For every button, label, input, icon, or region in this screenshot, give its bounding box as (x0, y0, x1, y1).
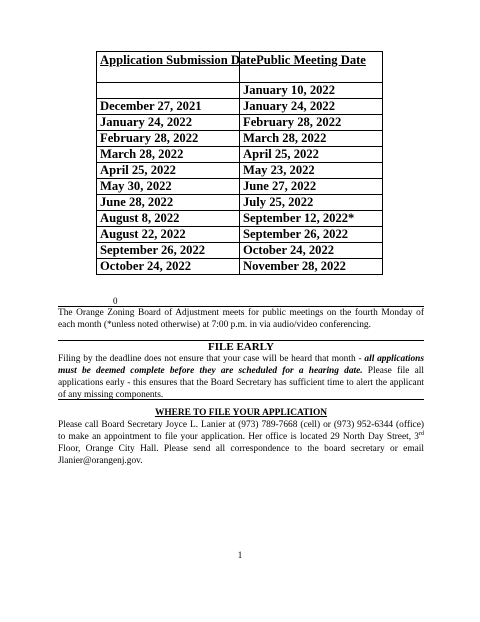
where-to-file-text-after: Floor, Orange City Hall. Please send all correspondence to the board secretary or email Jlanier@orangenj.gov. (58, 444, 424, 466)
schedule-row (97, 163, 383, 179)
schedule-row (97, 147, 383, 163)
meeting-date-cell: January 24, 2022 (240, 99, 383, 115)
stray-mark: 0 (113, 296, 118, 306)
meeting-date-cell: February 28, 2022 (240, 115, 383, 131)
meeting-date-cell: May 23, 2022 (240, 163, 383, 179)
meeting-date-cell: June 27, 2022 (240, 179, 383, 195)
where-to-file-heading: WHERE TO FILE YOUR APPLICATION (154, 408, 328, 418)
file-early-emphasis: all applications must be deemed complete before they are scheduled for a hearing date. (58, 354, 424, 376)
submission-date-cell: February 28, 2022 (97, 131, 240, 147)
schedule-row (97, 115, 383, 131)
schedule-row (97, 131, 383, 147)
page-number: 1 (237, 550, 243, 560)
schedule-body (97, 83, 383, 275)
schedule-row (97, 211, 383, 227)
schedule-header-row (97, 52, 383, 83)
schedule-row (97, 83, 383, 99)
header-meeting-date: Public Meeting Date (240, 52, 383, 83)
file-early-heading: FILE EARLY (208, 341, 274, 353)
meeting-date-cell: September 26, 2022 (240, 227, 383, 243)
submission-date-cell: December 27, 2021 (97, 99, 240, 115)
where-to-file-text (58, 419, 424, 467)
file-early-text-before: Filing by the deadline does not ensure that your case will be heard that month - (58, 354, 365, 364)
header-submission-date: Application Submission Date (97, 52, 240, 83)
submission-date-cell: October 24, 2022 (97, 259, 240, 275)
submission-date-cell: April 25, 2022 (97, 163, 240, 179)
submission-date-cell (97, 83, 240, 99)
file-early-text (58, 353, 424, 401)
schedule-row (97, 227, 383, 243)
schedule-row (97, 195, 383, 211)
meeting-date-cell: September 12, 2022* (240, 211, 383, 227)
meeting-note: The Orange Zoning Board of Adjustment meets for public meetings on the fourth Monday of each month (*unless noted otherwise) at 7:00 p.m. in via audio/video conferencing. (58, 308, 424, 330)
submission-date-cell: June 28, 2022 (97, 195, 240, 211)
submission-date-cell: January 24, 2022 (97, 115, 240, 131)
submission-date-cell: May 30, 2022 (97, 179, 240, 195)
meeting-date-cell: March 28, 2022 (240, 131, 383, 147)
meeting-date-cell: January 10, 2022 (240, 83, 383, 99)
submission-date-cell: March 28, 2022 (97, 147, 240, 163)
divider-line (58, 399, 424, 400)
schedule-row (97, 99, 383, 115)
meeting-date-cell: November 28, 2022 (240, 259, 383, 275)
schedule-table (96, 51, 383, 275)
meeting-date-cell: July 25, 2022 (240, 195, 383, 211)
file-early-text-after: Please file all applications early - this ensures that the Board Secretary has sufficient time to alert the applicant of any missing components. (58, 366, 424, 400)
schedule-row (97, 179, 383, 195)
meeting-date-cell: April 25, 2022 (240, 147, 383, 163)
submission-date-cell: August 8, 2022 (97, 211, 240, 227)
where-to-file-text-before: Please call Board Secretary Joyce L. Lanier at (973) 789-7668 (cell) or (973) 952-6344 (office) to make an appointment to file your application. Her office is located 29 North Day Street, 3 (58, 420, 424, 442)
submission-date-cell: August 22, 2022 (97, 227, 240, 243)
submission-date-cell: September 26, 2022 (97, 243, 240, 259)
schedule-row (97, 243, 383, 259)
schedule-row (97, 259, 383, 275)
ordinal-suffix: rd (419, 430, 424, 437)
meeting-date-cell: October 24, 2022 (240, 243, 383, 259)
